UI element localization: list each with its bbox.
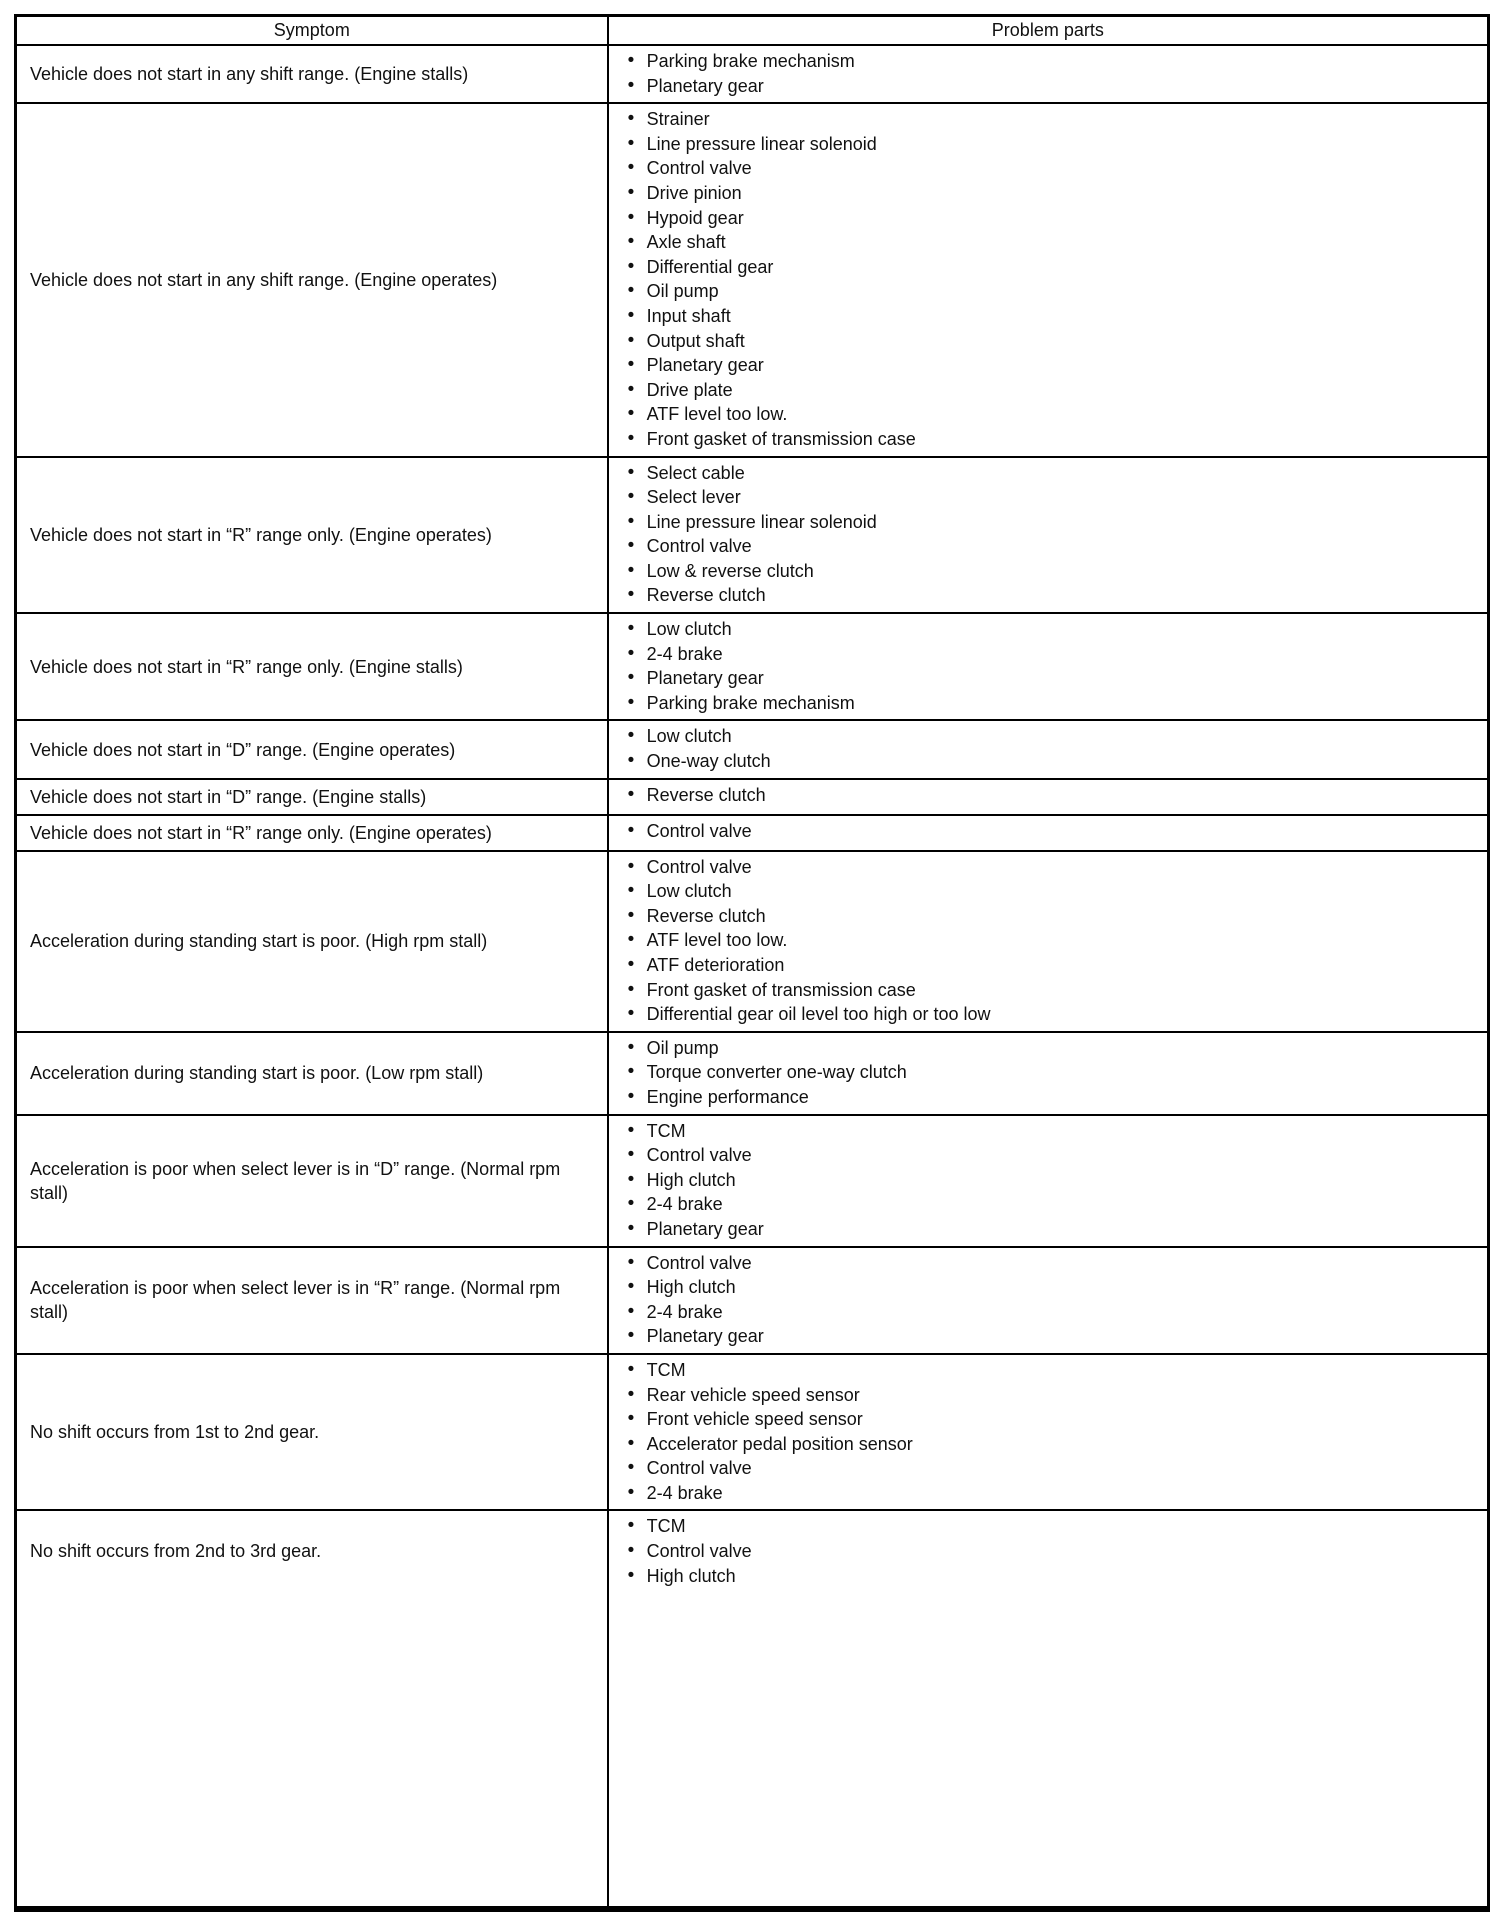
problem-parts-cell xyxy=(608,1354,1489,1511)
problem-parts-cell xyxy=(608,1032,1489,1115)
problem-parts-cell xyxy=(608,720,1489,778)
part-item: • Line pressure linear solenoid xyxy=(619,510,1477,535)
table-row xyxy=(16,779,1489,815)
problem-parts-cell xyxy=(608,457,1489,614)
part-item: • Control valve xyxy=(619,534,1477,559)
part-item: • Engine performance xyxy=(619,1085,1477,1110)
problem-parts-cell xyxy=(608,103,1489,456)
table-row xyxy=(16,1115,1489,1247)
part-item: • ATF level too low. xyxy=(619,928,1477,953)
table-row xyxy=(16,45,1489,103)
part-item: • 2-4 brake xyxy=(619,1192,1477,1217)
table-row xyxy=(16,103,1489,456)
table-row xyxy=(16,1247,1489,1354)
part-item: • Planetary gear xyxy=(619,1324,1477,1349)
part-item: • Control valve xyxy=(619,1456,1477,1481)
part-item: • Input shaft xyxy=(619,304,1477,329)
table-row xyxy=(16,457,1489,614)
parts-list xyxy=(619,617,1477,715)
table-row xyxy=(16,1354,1489,1511)
table-body xyxy=(16,45,1489,1910)
part-item: • Control valve xyxy=(619,1251,1477,1276)
part-item: • Hypoid gear xyxy=(619,206,1477,231)
symptom-cell: Vehicle does not start in any shift range. (Engine stalls) xyxy=(16,45,608,103)
part-item: • Control valve xyxy=(619,1539,1477,1564)
parts-list xyxy=(619,1036,1477,1110)
parts-list xyxy=(619,1119,1477,1242)
part-item: • Reverse clutch xyxy=(619,583,1477,608)
part-item: • TCM xyxy=(619,1514,1477,1539)
table-row xyxy=(16,1032,1489,1115)
part-item: • Accelerator pedal position sensor xyxy=(619,1432,1477,1457)
table-row xyxy=(16,851,1489,1032)
part-item: • Low clutch xyxy=(619,724,1477,749)
table-row xyxy=(16,613,1489,720)
table-row xyxy=(16,720,1489,778)
troubleshooting-table xyxy=(14,14,1490,1912)
part-item: • Reverse clutch xyxy=(619,904,1477,929)
symptom-cell: No shift occurs from 2nd to 3rd gear. xyxy=(16,1510,608,1910)
parts-list xyxy=(619,107,1477,451)
part-item: • Differential gear oil level too high or too low xyxy=(619,1002,1477,1027)
part-item: • 2-4 brake xyxy=(619,1300,1477,1325)
part-item: • Select cable xyxy=(619,461,1477,486)
problem-parts-cell xyxy=(608,45,1489,103)
part-item: • Control valve xyxy=(619,819,1477,844)
header-row xyxy=(16,16,1489,46)
symptom-cell: Acceleration is poor when select lever is in “R” range. (Normal rpm stall) xyxy=(16,1247,608,1354)
symptom-cell: Vehicle does not start in “R” range only. (Engine stalls) xyxy=(16,613,608,720)
part-item: • High clutch xyxy=(619,1168,1477,1193)
parts-list xyxy=(619,49,1477,98)
problem-parts-cell xyxy=(608,815,1489,851)
table-row xyxy=(16,1510,1489,1910)
part-item: • High clutch xyxy=(619,1564,1477,1589)
part-item: • Strainer xyxy=(619,107,1477,132)
part-item: • TCM xyxy=(619,1358,1477,1383)
symptom-cell: Vehicle does not start in any shift range. (Engine operates) xyxy=(16,103,608,456)
parts-list xyxy=(619,783,1477,808)
part-item: • Parking brake mechanism xyxy=(619,691,1477,716)
part-item: • Output shaft xyxy=(619,329,1477,354)
problem-parts-cell xyxy=(608,613,1489,720)
parts-list xyxy=(619,1514,1477,1588)
problem-parts-cell xyxy=(608,779,1489,815)
symptom-cell: Acceleration during standing start is poor. (Low rpm stall) xyxy=(16,1032,608,1115)
part-item: • Control valve xyxy=(619,855,1477,880)
part-item: • Control valve xyxy=(619,156,1477,181)
part-item: • Drive pinion xyxy=(619,181,1477,206)
part-item: • 2-4 brake xyxy=(619,642,1477,667)
part-item: • Front gasket of transmission case xyxy=(619,978,1477,1003)
part-item: • Torque converter one-way clutch xyxy=(619,1060,1477,1085)
part-item: • Drive plate xyxy=(619,378,1477,403)
part-item: • Parking brake mechanism xyxy=(619,49,1477,74)
parts-list xyxy=(619,1358,1477,1506)
symptom-cell: Acceleration during standing start is poor. (High rpm stall) xyxy=(16,851,608,1032)
symptom-cell: No shift occurs from 1st to 2nd gear. xyxy=(16,1354,608,1511)
part-item: • Planetary gear xyxy=(619,1217,1477,1242)
part-item: • Differential gear xyxy=(619,255,1477,280)
part-item: • ATF level too low. xyxy=(619,402,1477,427)
part-item: • Low clutch xyxy=(619,617,1477,642)
column-header-symptom: Symptom xyxy=(16,16,608,46)
part-item: • 2-4 brake xyxy=(619,1481,1477,1506)
part-item: • Planetary gear xyxy=(619,666,1477,691)
problem-parts-cell xyxy=(608,851,1489,1032)
part-item: • Axle shaft xyxy=(619,230,1477,255)
part-item: • TCM xyxy=(619,1119,1477,1144)
part-item: • Planetary gear xyxy=(619,353,1477,378)
part-item: • Oil pump xyxy=(619,279,1477,304)
part-item: • High clutch xyxy=(619,1275,1477,1300)
symptom-cell: Vehicle does not start in “R” range only. (Engine operates) xyxy=(16,815,608,851)
parts-list xyxy=(619,1251,1477,1349)
problem-parts-cell xyxy=(608,1115,1489,1247)
part-item: • Rear vehicle speed sensor xyxy=(619,1383,1477,1408)
part-item: • Low & reverse clutch xyxy=(619,559,1477,584)
parts-list xyxy=(619,819,1477,844)
part-item: • One-way clutch xyxy=(619,749,1477,774)
symptom-cell: Vehicle does not start in “D” range. (Engine operates) xyxy=(16,720,608,778)
table-row xyxy=(16,815,1489,851)
part-item: • Low clutch xyxy=(619,879,1477,904)
parts-list xyxy=(619,724,1477,773)
part-item: • Line pressure linear solenoid xyxy=(619,132,1477,157)
part-item: • Front vehicle speed sensor xyxy=(619,1407,1477,1432)
part-item: • Oil pump xyxy=(619,1036,1477,1061)
symptom-cell: Vehicle does not start in “R” range only. (Engine operates) xyxy=(16,457,608,614)
part-item: • Planetary gear xyxy=(619,74,1477,99)
parts-list xyxy=(619,461,1477,609)
table-header xyxy=(16,16,1489,46)
part-item: • Control valve xyxy=(619,1143,1477,1168)
column-header-problem-parts: Problem parts xyxy=(608,16,1489,46)
symptom-cell: Vehicle does not start in “D” range. (Engine stalls) xyxy=(16,779,608,815)
problem-parts-cell xyxy=(608,1247,1489,1354)
part-item: • Front gasket of transmission case xyxy=(619,427,1477,452)
part-item: • Reverse clutch xyxy=(619,783,1477,808)
problem-parts-cell xyxy=(608,1510,1489,1910)
parts-list xyxy=(619,855,1477,1027)
symptom-cell: Acceleration is poor when select lever is in “D” range. (Normal rpm stall) xyxy=(16,1115,608,1247)
part-item: • ATF deterioration xyxy=(619,953,1477,978)
part-item: • Select lever xyxy=(619,485,1477,510)
